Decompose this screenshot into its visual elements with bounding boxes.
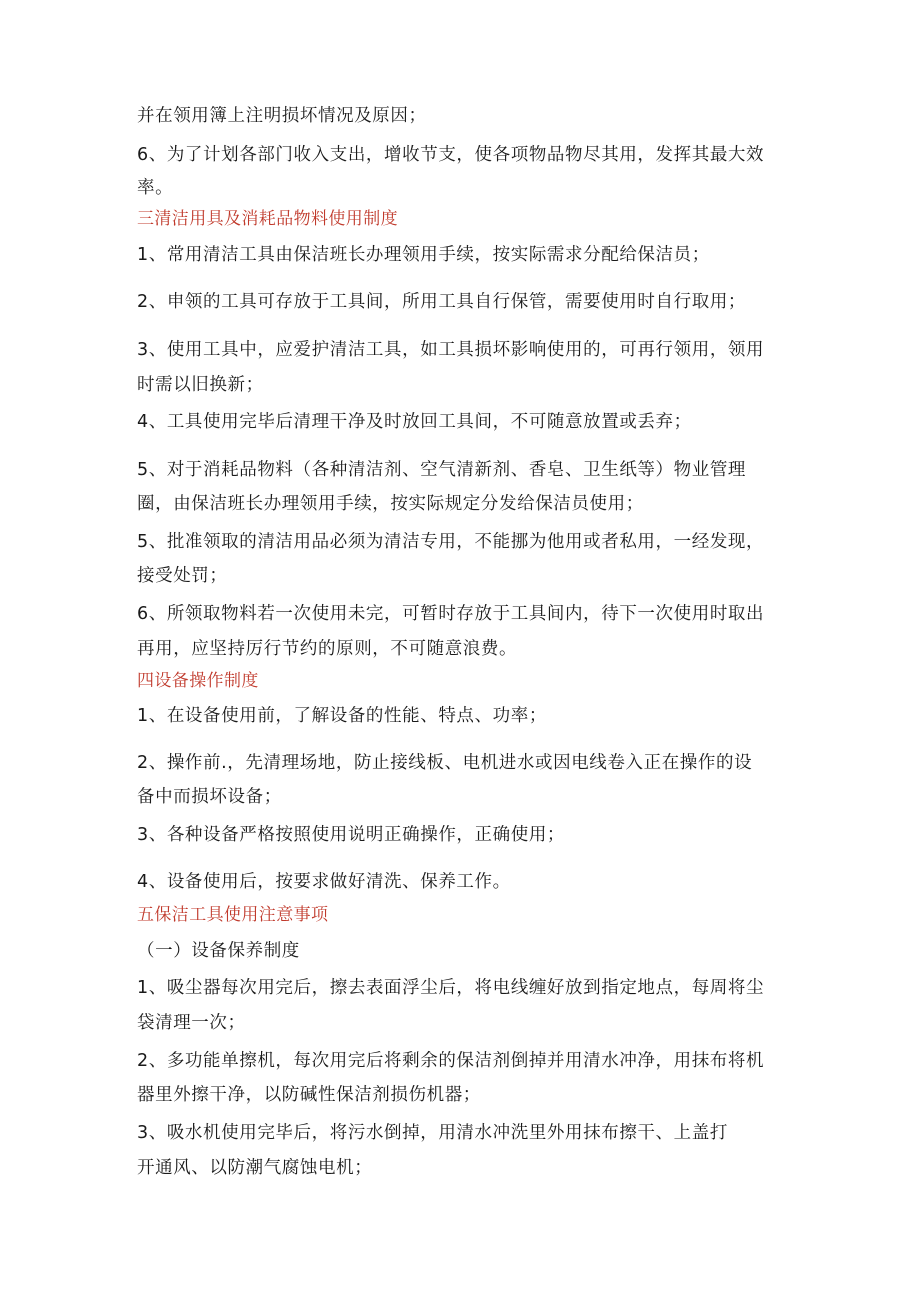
text-line: 2、申领的工具可存放于工具间，所用工具自行保管，需要使用时自行取用； (137, 292, 747, 312)
text-line: 并在领用簿上注明损坏情况及原因； (137, 106, 427, 126)
text-line: 4、设备使用后，按要求做好清洗、保养工作。 (137, 872, 511, 892)
section-heading-4: 四设备操作制度 (137, 671, 259, 691)
text-line: 器里外擦干净，以防碱性保洁剂损伤机器； (137, 1085, 481, 1105)
section-heading-5: 五保洁工具使用注意事项 (137, 905, 329, 925)
text-line: 1、在设备使用前，了解设备的性能、特点、功率； (137, 706, 547, 726)
text-line: 率。 (137, 178, 174, 198)
text-line: 接受处罚； (137, 566, 228, 586)
text-line: 时需以旧换新； (137, 375, 264, 395)
text-line: 备中而损坏设备； (137, 787, 282, 807)
text-line: 4、工具使用完毕后清理干净及时放回工具间，不可随意放置或丢弃； (137, 412, 692, 432)
section-heading-3: 三清洁用具及消耗品物料使用制度 (137, 209, 398, 229)
text-line: 3、使用工具中，应爱护清洁工具，如工具损坏影响使用的，可再行领用，领用 (137, 340, 765, 360)
text-line: 3、吸水机使用完毕后，将污水倒掉，用清水冲洗里外用抹布擦干、上盖打 (137, 1123, 728, 1143)
text-line: 1、常用清洁工具由保洁班长办理领用手续，按实际需求分配给保洁员； (137, 245, 710, 265)
text-line: 再用，应坚持厉行节约的原则，不可随意浪费。 (137, 639, 518, 659)
text-line: 2、多功能单擦机，每次用完后将剩余的保洁剂倒掉并用清水冲净，用抹布将机 (137, 1051, 765, 1071)
text-line: 1、吸尘器每次用完后，擦去表面浮尘后，将电线缠好放到指定地点，每周将尘 (137, 978, 765, 998)
text-line: 2、操作前.，先清理场地，防止接线板、电机进水或因电线卷入正在操作的设 (137, 753, 753, 773)
text-line: 圈，由保洁班长办理领用手续，按实际规定分发给保洁员使用； (137, 494, 644, 514)
text-line: 6、为了计划各部门收入支出，增收节支，使各项物品物尽其用，发挥其最大效 (137, 145, 765, 165)
text-line: 5、批准领取的清洁用品必须为清洁专用，不能挪为他用或者私用，一经发现， (137, 532, 765, 552)
text-line: 5、对于消耗品物料（各种清洁剂、空气清新剂、香皂、卫生纸等）物业管理 (137, 460, 747, 480)
text-line: 3、各种设备严格按照使用说明正确操作，正确使用； (137, 825, 566, 845)
sub-heading: （一）设备保养制度 (137, 941, 300, 961)
text-line: 开通风、以防潮气腐蚀电机； (137, 1158, 373, 1178)
text-line: 6、所领取物料若一次使用未完，可暂时存放于工具间内，待下一次使用时取出 (137, 604, 765, 624)
text-line: 袋清理一次； (137, 1013, 246, 1033)
